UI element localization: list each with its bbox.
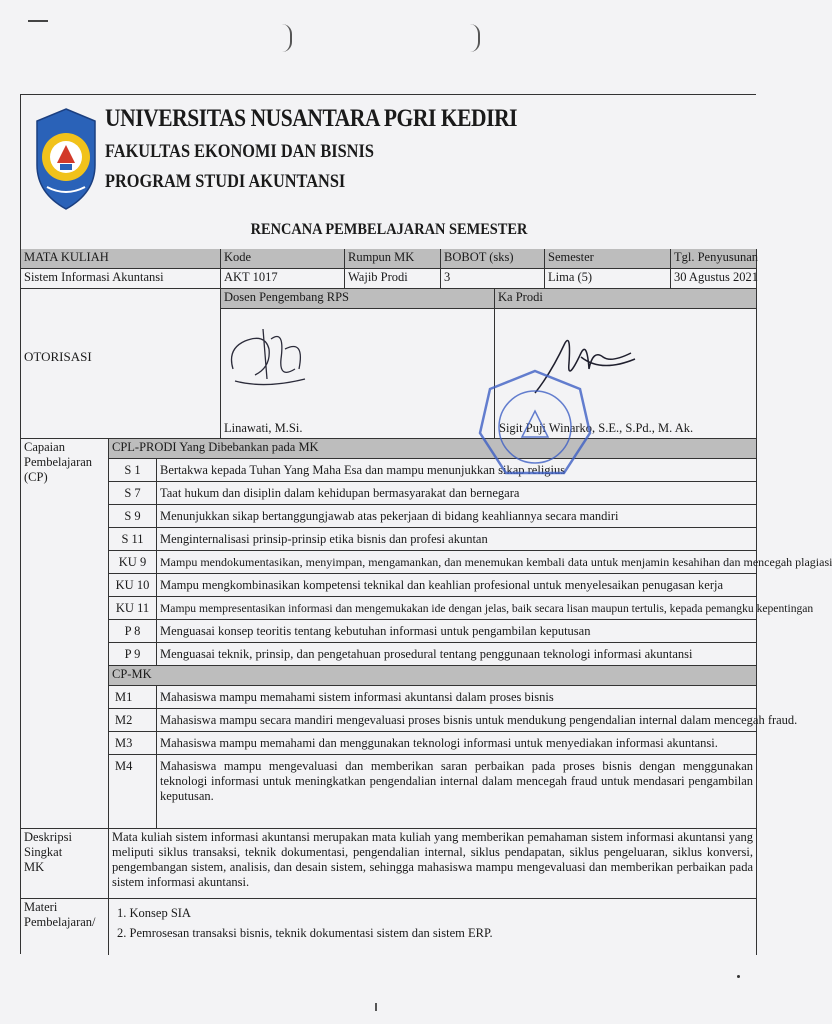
cpl-text: Menginternalisasi prinsip-prinsip etika bisnis dan profesi akuntan [157,528,757,551]
otorisasi-label: OTORISASI [21,289,221,439]
cp-mk-header: CP-MK [109,666,757,686]
developer-signature-cell [221,309,495,439]
deskripsi-label-line1: Deskripsi Singkat [24,830,72,859]
cpl-code: S 1 [109,459,157,482]
col-kode: Kode [221,249,345,269]
scan-speck [737,975,740,978]
cpmk-text: Mahasiswa mampu secara mandiri mengevaluasi proses bisnis untuk mendukung pengendalian internal dalam mencegah fraud. [157,709,757,732]
developer-name: Linawati, M.Si. [224,421,303,435]
bottom-mark [375,1003,377,1011]
cpmk-code: M4 [109,755,157,829]
cpl-code: S 9 [109,505,157,528]
course-semester: Lima (5) [545,269,671,289]
course-name: Sistem Informasi Akuntansi [21,269,221,289]
university-name: UNIVERSITAS NUSANTARA PGRI KEDIRI [105,105,518,132]
cpl-text: Menunjukkan sikap bertanggungjawab atas pekerjaan di bidang keahliannya secara mandiri [157,505,757,528]
cpmk-text: Mahasiswa mampu memahami dan menggunakan teknologi informasi untuk menyediakan informasi akuntansi. [157,732,757,755]
cpl-code: KU 9 [109,551,157,574]
faculty-stamp-icon [476,367,594,485]
cpl-text: Mampu mengkombinasikan kompetensi teknikal dan keahlian profesional untuk menyelesaikan penugasan kerja [157,574,757,597]
col-rumpun-mk: Rumpun MK [345,249,441,269]
cpl-text: Mampu mempresentasikan informasi dan mengemukakan ide dengan jelas, baik secara lisan maupun tertulis, kepada pemangku kepentingan [157,597,757,620]
deskripsi-label [21,829,109,899]
cpmk-code: M1 [109,686,157,709]
cp-label [21,439,109,829]
program-name: PROGRAM STUDI AKUNTANSI [105,171,346,192]
cpmk-code: M2 [109,709,157,732]
materi-item: 1. Konsep SIA [117,906,191,920]
deskripsi-text: Mata kuliah sistem informasi akuntansi merupakan mata kuliah yang memberikan pemahaman sistem informasi akuntansi yang meliputi siklus transaksi, teknik dokumentasi, pengendalian internal, siklus pendapatan, siklus pengeluaran, siklus konversi, pengembangan sistem, analisis, dan desain sistem, sehingga mahasiswa mampu mengevaluasi dan memberikan perbaikan pada sistem informasi akuntansi. [109,829,757,899]
course-date: 30 Agustus 2021 [671,269,757,289]
cpl-text: Menguasai konsep teoritis tentang kebutuhan informasi untuk pengambilan keputusan [157,620,757,643]
cpl-text: Taat hukum dan disiplin dalam kehidupan bermasyarakat dan bernegara [157,482,757,505]
corner-mark [28,20,48,22]
cpl-code: P 8 [109,620,157,643]
cpmk-text: Mahasiswa mampu memahami sistem informasi akuntansi dalam proses bisnis [157,686,757,709]
col-bobot: BOBOT (sks) [441,249,545,269]
university-logo-icon [33,107,99,211]
cpl-code: KU 10 [109,574,157,597]
cpl-code: KU 11 [109,597,157,620]
course-credits: 3 [441,269,545,289]
col-tgl-penyusunan: Tgl. Penyusunan [671,249,757,269]
course-code: AKT 1017 [221,269,345,289]
materi-label-line2: Pembelajaran/ [24,915,96,929]
cpmk-code: M3 [109,732,157,755]
cpl-text: Menguasai teknik, prinsip, dan pengetahuan prosedural tentang penggunaan teknologi informasi akuntansi [157,643,757,666]
cpl-text: Bertakwa kepada Tuhan Yang Maha Esa dan mampu menunjukkan sikap religius [157,459,757,482]
document-header [21,95,757,219]
head-name: Sigit Puji Winarko, S.E., S.Pd., M. Ak. [499,421,694,435]
cp-label-line2: Pembelajaran (CP) [24,455,93,484]
cpl-code: P 9 [109,643,157,666]
cpl-code: S 11 [109,528,157,551]
developer-signature-icon [225,319,315,399]
rps-document [20,94,832,954]
punch-hole-left [282,24,292,52]
cpl-prodi-header: CPL-PRODI Yang Dibebankan pada MK [109,439,757,459]
materi-label-line1: Materi [24,900,58,914]
materi-item: 2. Pemrosesan transaksi bisnis, teknik dokumentasi sistem dan sistem ERP. [117,926,493,940]
deskripsi-label-line2: MK [24,860,45,874]
punch-hole-right [470,24,480,52]
materi-list [109,899,757,955]
faculty-name: FAKULTAS EKONOMI DAN BISNIS [105,141,374,162]
course-group: Wajib Prodi [345,269,441,289]
document-title: RENCANA PEMBELAJARAN SEMESTER [250,221,528,238]
col-mata-kuliah: MATA KULIAH [21,249,221,269]
cpl-text: Mampu mendokumentasikan, menyimpan, mengamankan, dan menemukan kembali data untuk menjamin kesahihan dan mencegah plagiasi [157,551,757,574]
col-semester: Semester [545,249,671,269]
head-title: Ka Prodi [495,289,757,309]
cpl-code: S 7 [109,482,157,505]
cpmk-text: Mahasiswa mampu mengevaluasi dan memberikan saran perbaikan pada proses bisnis dengan menggunakan teknologi informasi untuk meningkatkan pengendalian internal dalam mencegah fraud untuk mendasari pengambilan keputusan. [157,755,757,829]
cp-label-line1: Capaian [24,440,65,454]
materi-label [21,899,109,955]
developer-title: Dosen Pengembang RPS [221,289,495,309]
